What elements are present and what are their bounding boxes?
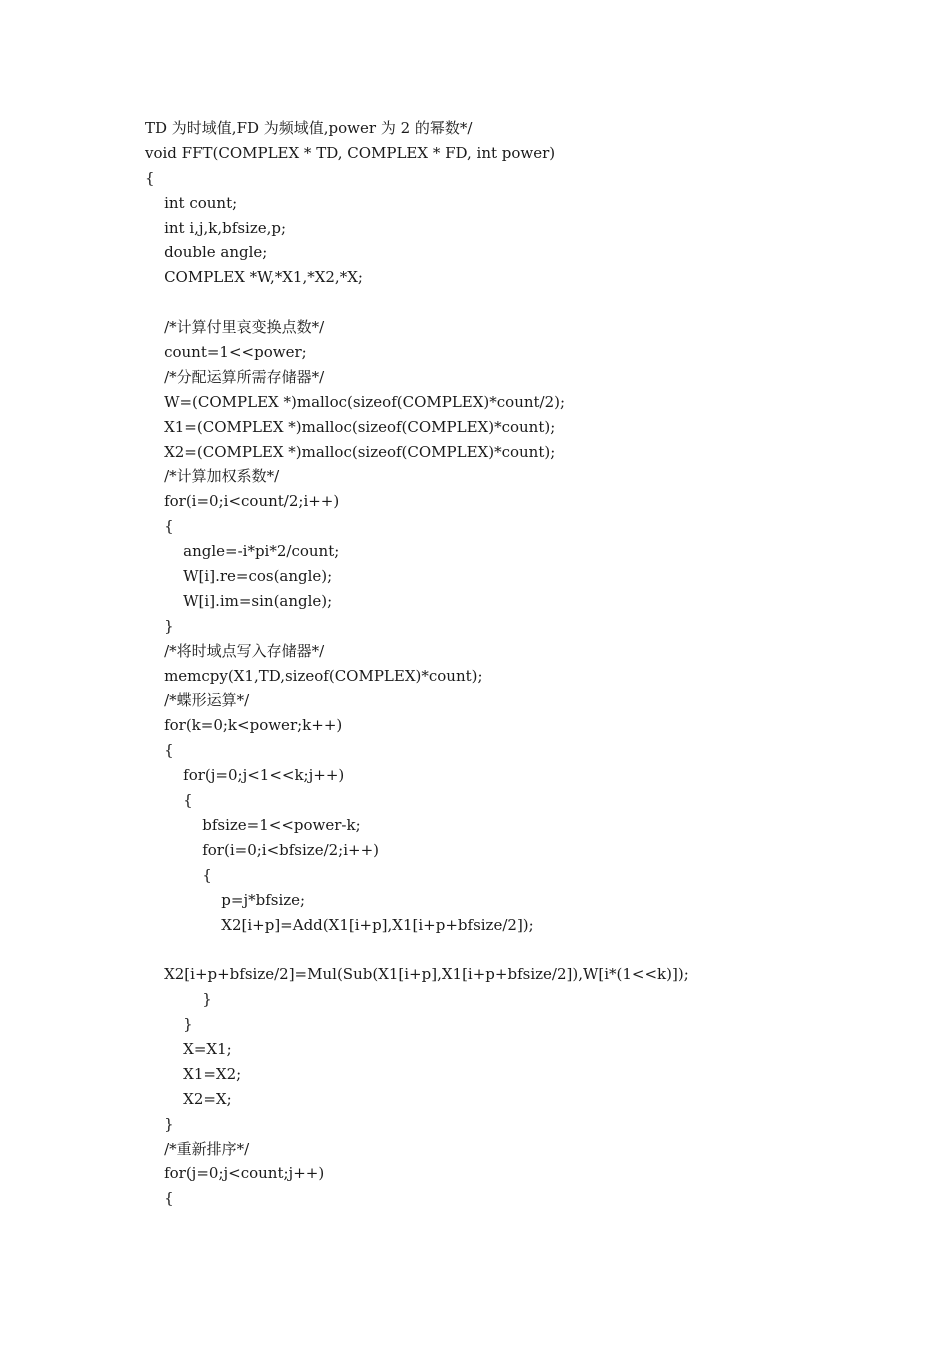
code-line: X2[i+p+bfsize/2]=Mul(Sub(X1[i+p],X1[i+p+bfsize/2]),W[i*(1<<k)]); [145, 965, 689, 984]
code-line: void FFT(COMPLEX * TD, COMPLEX * FD, int power) [145, 143, 556, 162]
code-line: X2[i+p]=Add(X1[i+p],X1[i+p+bfsize/2]); [145, 915, 534, 934]
code-line: /*计算加权系数*/ [145, 467, 280, 486]
code-line: { [145, 865, 212, 884]
code-line: for(i=0;i<count/2;i++) [145, 492, 340, 511]
code-line: for(j=0;j<count;j++) [145, 1164, 325, 1183]
code-line: { [145, 1189, 174, 1208]
code-line: W[i].re=cos(angle); [145, 567, 333, 586]
code-line: X1=X2; [145, 1064, 242, 1083]
code-line: X=X1; [145, 1039, 232, 1058]
code-line: COMPLEX *W,*X1,*X2,*X; [145, 268, 363, 287]
code-line: X2=(COMPLEX *)malloc(sizeof(COMPLEX)*count); [145, 442, 556, 461]
code-line: /*计算付里哀变换点数*/ [145, 318, 325, 337]
code-line: /*重新排序*/ [145, 1139, 250, 1158]
code-line [145, 937, 925, 962]
code-line: for(i=0;i<bfsize/2;i++) [145, 840, 380, 859]
code-line: int i,j,k,bfsize,p; [145, 218, 287, 237]
code-line: memcpy(X1,TD,sizeof(COMPLEX)*count); [145, 666, 483, 685]
code-line: TD 为时域值,FD 为频域值,power 为 2 的幂数*/ [145, 119, 473, 137]
code-line: count=1<<power; [145, 343, 307, 362]
code-line: for(k=0;k<power;k++) [145, 716, 343, 735]
code-line: } [145, 990, 212, 1009]
code-line: { [145, 741, 174, 760]
code-line: /*蝶形运算*/ [145, 691, 250, 710]
code-line: /*分配运算所需存储器*/ [145, 367, 325, 386]
code-line [145, 290, 925, 315]
code-line: angle=-i*pi*2/count; [145, 542, 340, 561]
code-line: { [145, 168, 155, 187]
code-line: double angle; [145, 243, 268, 262]
code-line: int count; [145, 193, 238, 212]
code-line: } [145, 1015, 193, 1034]
code-line: X1=(COMPLEX *)malloc(sizeof(COMPLEX)*count); [145, 417, 556, 436]
code-line: W[i].im=sin(angle); [145, 591, 333, 610]
code-line: X2=X; [145, 1089, 232, 1108]
code-line: { [145, 517, 174, 536]
code-line: p=j*bfsize; [145, 890, 306, 909]
code-line: } [145, 616, 174, 635]
code-listing [145, 116, 925, 1211]
code-line: } [145, 1114, 174, 1133]
code-line: { [145, 791, 193, 810]
code-line: W=(COMPLEX *)malloc(sizeof(COMPLEX)*count/2); [145, 392, 566, 411]
code-line: bfsize=1<<power-k; [145, 815, 361, 834]
code-line: /*将时域点写入存储器*/ [145, 641, 325, 660]
code-line: for(j=0;j<1<<k;j++) [145, 766, 345, 785]
